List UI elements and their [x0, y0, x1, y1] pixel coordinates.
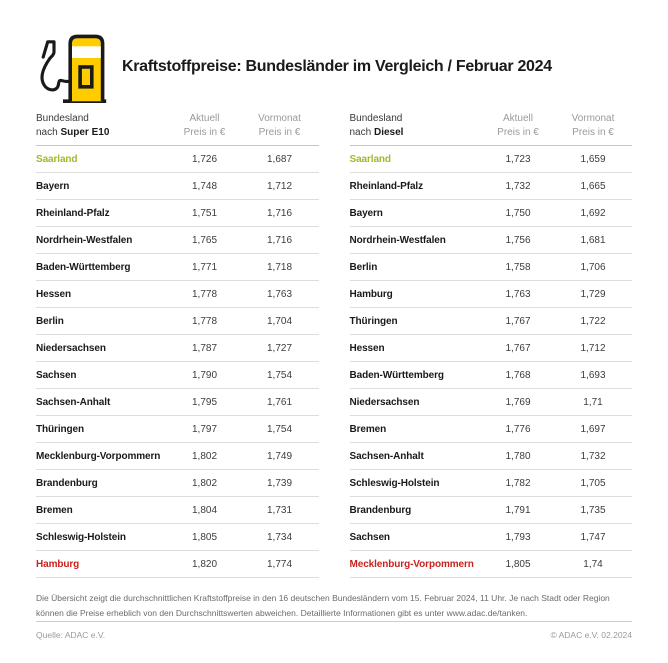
column-header-line: nach [36, 126, 58, 138]
state-name: Baden-Württemberg [349, 369, 444, 381]
state-name: Nordrhein-Westfalen [349, 234, 446, 246]
current-price: 1,748 [191, 180, 218, 192]
table-header [36, 112, 319, 146]
column-header-previous [241, 112, 319, 139]
table-row [36, 173, 319, 200]
current-price: 1,805 [505, 558, 531, 570]
previous-price: 1,697 [580, 423, 606, 435]
previous-price: 1,774 [266, 558, 293, 570]
state-name: Schleswig-Holstein [349, 477, 440, 489]
table-row [36, 200, 319, 227]
state-name: Hamburg [349, 288, 393, 300]
previous-price: 1,731 [266, 504, 293, 516]
table-row [36, 335, 319, 362]
table-row [350, 497, 633, 524]
current-price: 1,782 [505, 477, 531, 489]
state-name: Mecklenburg-Vorpommern [349, 558, 474, 570]
previous-price: 1,712 [580, 342, 606, 354]
previous-price: 1,692 [580, 207, 606, 219]
current-price: 1,795 [191, 396, 218, 408]
state-name: Hamburg [36, 558, 80, 570]
column-header-line: Preis in € [183, 126, 226, 138]
current-price: 1,820 [191, 558, 218, 570]
pump-window [80, 67, 92, 87]
table-row [350, 362, 633, 389]
previous-price: 1,763 [266, 288, 293, 300]
previous-price: 1,716 [266, 234, 293, 246]
state-name: Bremen [36, 504, 73, 516]
source-label: Quelle: ADAC e.V. [36, 630, 106, 640]
previous-price: 1,712 [266, 180, 293, 192]
table-row [350, 281, 633, 308]
previous-price: 1,716 [266, 207, 293, 219]
table-row [36, 308, 319, 335]
column-header-line: Vormonat [571, 113, 615, 124]
column-header-current [482, 112, 554, 139]
state-name: Brandenburg [36, 477, 98, 489]
table-header [350, 112, 633, 146]
current-price: 1,805 [191, 531, 218, 543]
state-name: Mecklenburg-Vorpommern [36, 450, 161, 462]
previous-price: 1,74 [583, 558, 603, 570]
current-price: 1,776 [505, 423, 531, 435]
state-name: Niedersachsen [349, 396, 420, 408]
table-row [36, 254, 319, 281]
previous-price: 1,732 [580, 450, 606, 462]
table-super-e10 [36, 112, 319, 578]
state-name: Thüringen [349, 315, 398, 327]
previous-price: 1,727 [266, 342, 293, 354]
previous-price: 1,687 [266, 153, 293, 165]
previous-price: 1,71 [583, 396, 603, 408]
previous-price: 1,754 [266, 369, 293, 381]
state-name: Hessen [36, 288, 71, 300]
footnote: Die Übersicht zeigt die durchschnittlichen Kraftstoffpreise in den 16 deutschen Bundesländern vom 15. Februar 2024, 11 Uhr. Je nach Stadt oder Region können die Preise erheblich von den Durchschnittswerten abweichen. Detaillierte Informationen gibt es unter www.adac.de/tanken. [36, 593, 610, 618]
table-row [350, 470, 633, 497]
current-price: 1,767 [505, 342, 531, 354]
previous-price: 1,706 [580, 261, 606, 273]
state-name: Bremen [349, 423, 387, 435]
state-name: Rheinland-Pfalz [36, 207, 110, 219]
table-diesel [350, 112, 633, 578]
current-price: 1,765 [191, 234, 218, 246]
table-row [350, 416, 633, 443]
current-price: 1,758 [505, 261, 531, 273]
current-price: 1,751 [191, 207, 218, 219]
current-price: 1,726 [191, 153, 218, 165]
table-rows [36, 146, 319, 578]
table-row [36, 470, 319, 497]
previous-price: 1,693 [580, 369, 606, 381]
previous-price: 1,681 [580, 234, 606, 246]
current-price: 1,791 [505, 504, 531, 516]
column-header-line: Vormonat [258, 113, 301, 124]
column-header-line: Preis in € [258, 126, 301, 138]
previous-price: 1,761 [266, 396, 293, 408]
state-name: Schleswig-Holstein [36, 531, 126, 543]
state-name: Sachsen [349, 531, 390, 543]
table-row [36, 551, 319, 578]
column-header-line: Aktuell [189, 113, 220, 124]
previous-price: 1,734 [266, 531, 293, 543]
column-header-line: Aktuell [502, 113, 533, 124]
column-header-line: nach [349, 126, 372, 138]
current-price: 1,778 [191, 288, 218, 300]
footer [36, 621, 632, 640]
previous-price: 1,659 [580, 153, 606, 165]
column-header-current [169, 112, 241, 139]
table-row [350, 551, 633, 578]
current-price: 1,787 [191, 342, 218, 354]
current-price: 1,771 [191, 261, 218, 273]
table-row [350, 200, 633, 227]
table-row [350, 335, 633, 362]
state-name: Brandenburg [349, 504, 412, 516]
current-price: 1,767 [505, 315, 531, 327]
current-price: 1,780 [505, 450, 531, 462]
table-row [350, 524, 633, 551]
current-price: 1,804 [191, 504, 218, 516]
pump-hose [42, 59, 70, 90]
table-row [36, 146, 319, 173]
table-row [350, 173, 633, 200]
current-price: 1,793 [505, 531, 531, 543]
current-price: 1,769 [505, 396, 531, 408]
state-name: Rheinland-Pfalz [349, 180, 424, 192]
table-row [36, 227, 319, 254]
previous-price: 1,705 [580, 477, 606, 489]
previous-price: 1,729 [580, 288, 606, 300]
state-name: Saarland [349, 153, 391, 165]
column-header-line: Preis in € [572, 126, 614, 138]
previous-price: 1,704 [266, 315, 293, 327]
fuel-type-label: Diesel [373, 126, 404, 138]
previous-price: 1,739 [266, 477, 293, 489]
previous-price: 1,722 [580, 315, 606, 327]
state-name: Bayern [349, 207, 383, 219]
current-price: 1,756 [505, 234, 531, 246]
current-price: 1,797 [191, 423, 218, 435]
previous-price: 1,754 [266, 423, 293, 435]
current-price: 1,790 [191, 369, 218, 381]
state-name: Sachsen-Anhalt [36, 396, 111, 408]
state-name: Bayern [36, 180, 70, 192]
table-row [350, 254, 633, 281]
current-price: 1,802 [191, 477, 218, 489]
state-name: Nordrhein-Westfalen [36, 234, 133, 246]
current-price: 1,723 [505, 153, 531, 165]
state-name: Hessen [349, 342, 385, 354]
table-row [36, 416, 319, 443]
column-header-state [350, 112, 483, 139]
column-header-previous [554, 112, 632, 139]
table-row [350, 443, 633, 470]
state-name: Berlin [36, 315, 64, 327]
column-header-state [36, 112, 169, 139]
header [36, 28, 632, 106]
fuel-pump-icon [36, 29, 108, 105]
current-price: 1,768 [505, 369, 531, 381]
current-price: 1,763 [505, 288, 531, 300]
table-row [36, 362, 319, 389]
state-name: Sachsen-Anhalt [349, 450, 424, 462]
column-header-line: Preis in € [497, 126, 539, 138]
page-title: Kraftstoffpreise: Bundesländer im Vergleich / Februar 2024 [122, 57, 552, 75]
current-price: 1,778 [191, 315, 218, 327]
pump-nozzle [43, 42, 54, 59]
state-name: Sachsen [36, 369, 77, 381]
current-price: 1,732 [505, 180, 531, 192]
table-row [36, 389, 319, 416]
state-name: Niedersachsen [36, 342, 106, 354]
table-row [36, 524, 319, 551]
table-row [36, 281, 319, 308]
previous-price: 1,665 [580, 180, 606, 192]
table-rows [350, 146, 633, 578]
previous-price: 1,749 [266, 450, 293, 462]
state-name: Saarland [36, 153, 78, 165]
column-header-line: Bundesland [36, 113, 89, 124]
current-price: 1,750 [505, 207, 531, 219]
state-name: Thüringen [36, 423, 84, 435]
table-row [350, 389, 633, 416]
previous-price: 1,747 [580, 531, 606, 543]
state-name: Baden-Württemberg [36, 261, 131, 273]
state-name: Berlin [349, 261, 378, 273]
table-row [36, 497, 319, 524]
table-row [350, 146, 633, 173]
tables-area [36, 112, 632, 578]
pump-white-band [72, 46, 101, 58]
fuel-type-label: Super E10 [60, 126, 110, 138]
table-row [350, 308, 633, 335]
previous-price: 1,718 [266, 261, 293, 273]
column-header-line: Bundesland [349, 113, 403, 124]
copyright-label: © ADAC e.V. 02.2024 [550, 630, 632, 640]
table-row [350, 227, 633, 254]
previous-price: 1,735 [580, 504, 606, 516]
current-price: 1,802 [191, 450, 218, 462]
table-row [36, 443, 319, 470]
